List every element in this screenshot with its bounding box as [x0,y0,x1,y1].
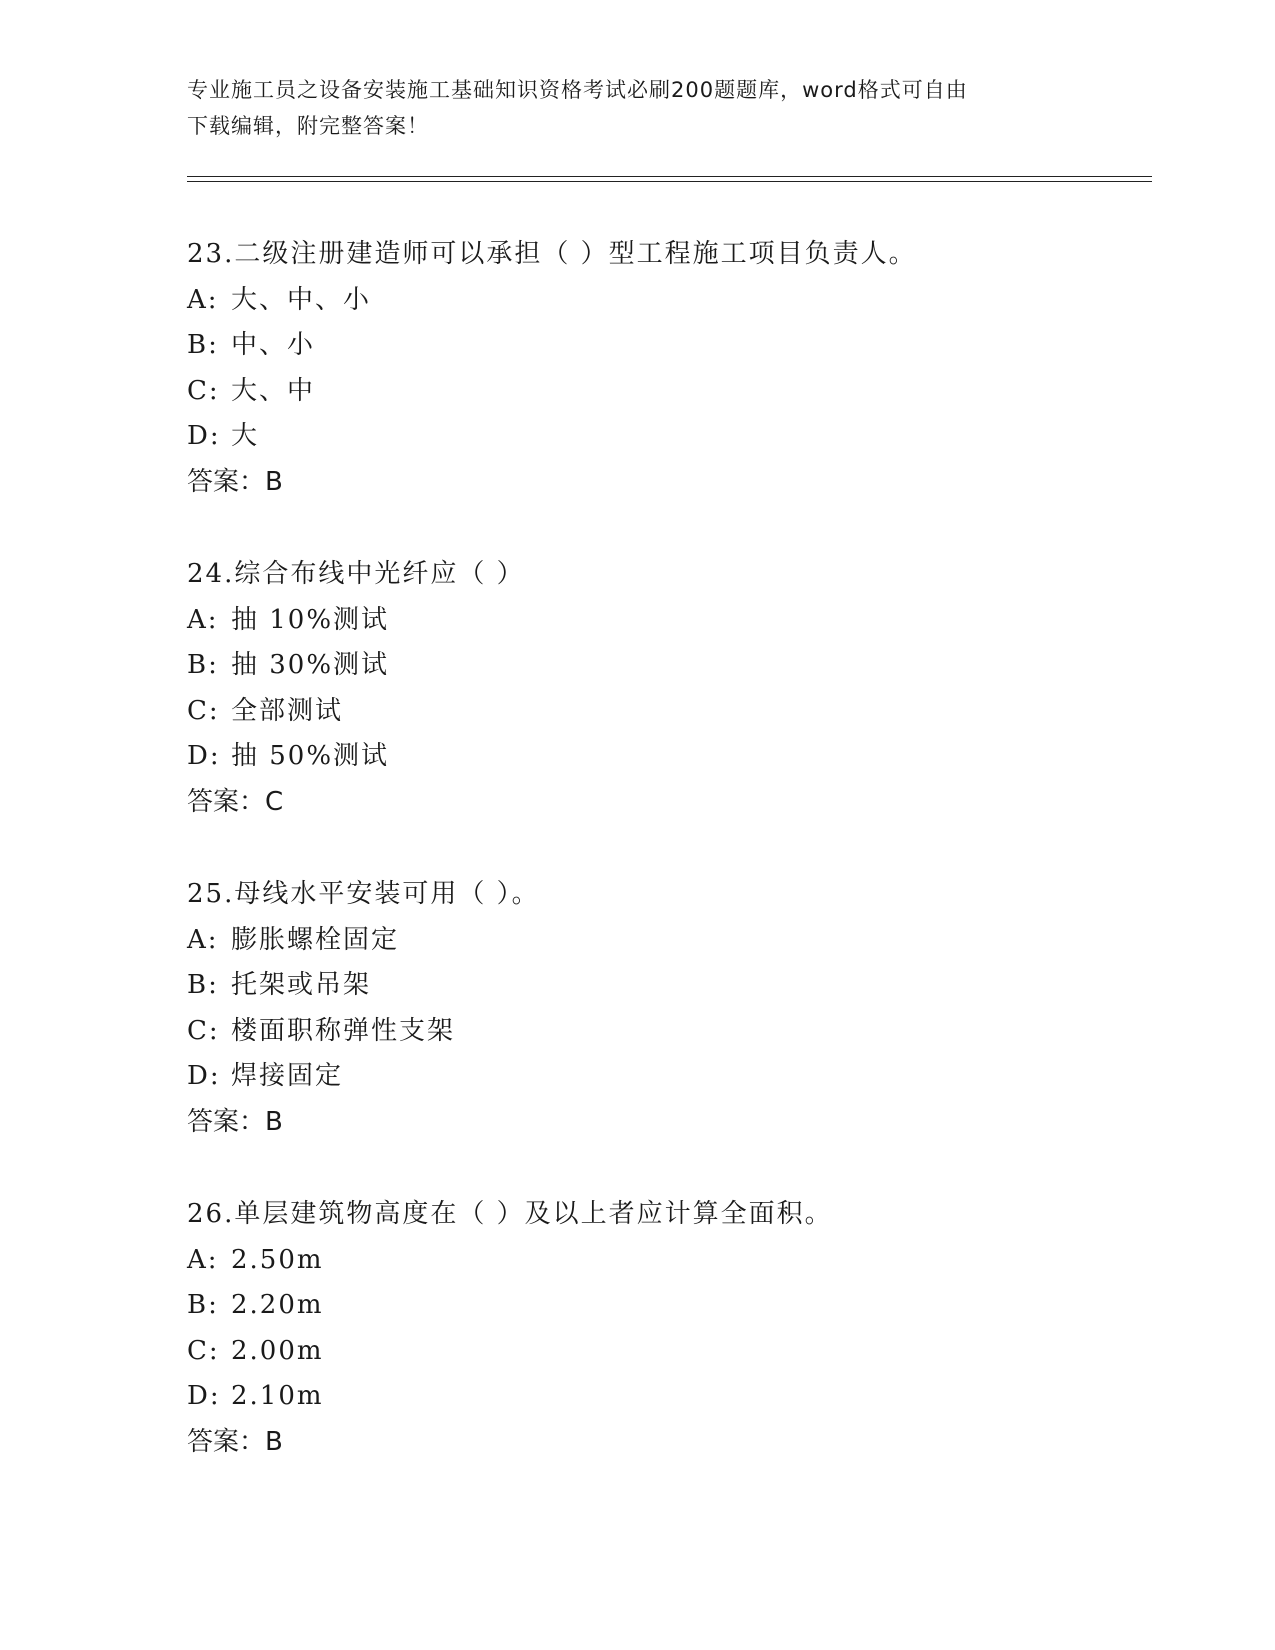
option-text: 大、中、小 [231,284,372,315]
option-d [187,734,1147,780]
option-b [187,1283,1147,1329]
option-b [187,643,1147,689]
option-d [187,1054,1147,1100]
option-d [187,1374,1147,1420]
question-stem: 26.单层建筑物高度在（ ）及以上者应计算全面积。 [187,1199,833,1229]
header-divider-bottom [187,181,1152,182]
option-text: 楼面职称弹性支架 [231,1015,456,1046]
option-key: C: [187,375,220,406]
option-a [187,598,1147,644]
option-key: B: [187,970,219,1000]
option-key: C: [187,1015,220,1046]
answer-line: 答案：B [187,1106,283,1137]
option-d [187,414,1147,460]
option-key: D: [187,1381,221,1411]
option-key: A: [187,284,219,315]
option-text: 2.00m [231,1335,324,1366]
option-key: B: [187,1290,219,1320]
option-c [187,369,1147,415]
header-title-line-2: 下载编辑，附完整答案！ [187,114,429,138]
option-text: 膨胀螺栓固定 [231,924,400,955]
option-text: 抽 50%测试 [231,741,390,771]
question-stem: 25.母线水平安装可用（ ）。 [187,879,540,909]
option-text: 中、小 [231,330,316,360]
option-key: D: [187,1061,221,1091]
option-key: D: [187,421,221,451]
option-key: B: [187,650,219,680]
option-text: 2.50m [231,1244,324,1275]
option-key: D: [187,741,221,771]
document-header [187,72,1067,144]
header-title-line-1: 专业施工员之设备安装施工基础知识资格考试必刷200题题库，word格式可自由 [187,78,968,102]
option-text: 大、中 [231,375,316,406]
option-text: 抽 10%测试 [231,604,390,635]
question-25 [187,872,1147,1145]
question-23 [187,232,1147,505]
option-text: 大 [231,421,260,451]
question-stem: 23.二级注册建造师可以承担（ ）型工程施工项目负责人。 [187,239,917,269]
option-c [187,1009,1147,1055]
option-text: 2.20m [231,1290,324,1320]
option-key: C: [187,695,220,726]
question-stem: 24.综合布线中光纤应（ ） [187,559,525,589]
option-key: A: [187,604,219,635]
option-b [187,323,1147,369]
option-key: B: [187,330,219,360]
option-c [187,1329,1147,1375]
answer-line: 答案：B [187,1426,283,1457]
option-b [187,963,1147,1009]
option-text: 托架或吊架 [231,970,372,1000]
option-a [187,1238,1147,1284]
question-24 [187,552,1147,825]
option-key: C: [187,1335,220,1366]
answer-line: 答案：B [187,466,283,497]
question-26 [187,1192,1147,1465]
option-key: A: [187,924,219,955]
option-a [187,278,1147,324]
option-text: 焊接固定 [231,1061,344,1091]
answer-line: 答案：C [187,786,284,817]
option-text: 抽 30%测试 [231,650,390,680]
option-key: A: [187,1244,219,1275]
option-c [187,689,1147,735]
header-divider-top [187,176,1152,177]
option-text: 2.10m [231,1381,324,1411]
option-text: 全部测试 [231,695,344,726]
option-a [187,918,1147,964]
